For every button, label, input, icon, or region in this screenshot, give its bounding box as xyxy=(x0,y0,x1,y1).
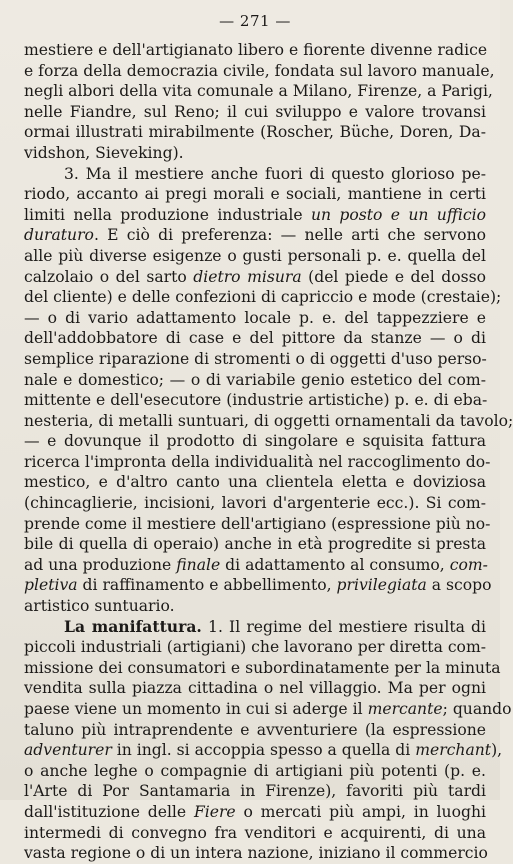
text-line xyxy=(24,431,486,452)
text-segment: negli albori della vita comunale a Milano, Firenze, a Parigi, xyxy=(24,82,493,101)
text-segment: riodo, accanto ai pregi morali e sociali, mantiene in certi xyxy=(24,185,486,204)
text-line xyxy=(24,143,486,164)
text-line xyxy=(24,781,486,802)
text-line xyxy=(24,596,486,617)
text-line xyxy=(24,761,486,782)
italic-text: pletiva xyxy=(24,576,78,595)
text-segment: (del piede e del dosso xyxy=(301,267,486,286)
text-segment: missione dei consumatori e subordinatamente per la minuta xyxy=(24,658,501,677)
text-line xyxy=(24,699,512,720)
text-segment: a scopo xyxy=(426,576,492,595)
text-line xyxy=(24,740,503,761)
text-segment: dell'addobbatore di case e del pittore da stanze — o di xyxy=(24,329,486,348)
text-segment: (chincaglierie, incisioni, lavori d'argenterie ecc.). Si com- xyxy=(24,494,486,513)
text-line xyxy=(24,802,486,823)
italic-text: Fiere xyxy=(193,802,236,821)
text-segment: semplice riparazione di stromenti o di oggetti d'uso perso- xyxy=(24,349,487,368)
body-text xyxy=(24,40,513,864)
text-segment: ad una produzione xyxy=(24,555,177,574)
text-segment: ; quando xyxy=(442,700,512,718)
text-segment: bile di quella di operaio) anche in età progredite si presta xyxy=(24,535,486,554)
text-line xyxy=(24,205,486,226)
text-segment: piccoli industriali (artigiani) che lavorano per diretta com- xyxy=(24,638,486,657)
text-segment: paese viene un momento in cui si aderge il xyxy=(24,700,368,718)
text-line xyxy=(24,61,495,82)
text-line xyxy=(24,617,486,638)
text-segment: calzolaio o del sarto xyxy=(24,267,194,286)
text-line xyxy=(24,514,491,535)
text-segment: taluno più intraprendente e avventuriere (la espressione xyxy=(24,720,486,739)
italic-text: merchant xyxy=(415,741,492,760)
text-segment: o anche leghe o compagnie di artigiani più potenti (p. e. xyxy=(24,761,486,780)
bold-text: La manifattura. xyxy=(64,616,202,636)
text-segment: mittente e dell'esecutore (industrie artistiche) p. e. di eba- xyxy=(24,391,488,410)
text-segment: ricerca l'impronta della individualità nel raccoglimento do- xyxy=(24,452,491,471)
text-line xyxy=(24,246,486,267)
text-segment: 3. Ma il mestiere anche fuori di questo glorioso pe- xyxy=(64,164,486,183)
text-segment: di raffinamento e abbellimento, xyxy=(77,576,337,595)
text-segment: nelle Fiandre, sul Reno; il cui sviluppo e valore trovansi xyxy=(24,102,486,121)
text-line xyxy=(24,678,486,699)
text-segment: mestiere e dell'artigianato libero e fiorente divenne radice xyxy=(24,41,488,59)
text-line xyxy=(24,122,486,143)
text-line xyxy=(24,720,486,741)
text-segment: — e dovunque il prodotto di singolare e squisita fattura xyxy=(24,432,486,451)
italic-text: un posto e un ufficio xyxy=(310,205,486,224)
text-segment: nale e domestico; — o di variabile genio estetico del com- xyxy=(24,370,486,389)
text-line xyxy=(24,390,486,411)
italic-text: dietro misura xyxy=(193,267,302,286)
text-line xyxy=(24,184,486,205)
text-line xyxy=(24,658,501,679)
italic-text: privilegiata xyxy=(336,576,427,595)
text-line xyxy=(24,308,486,329)
text-segment: . E ciò di preferenza: — nelle arti che servono xyxy=(93,226,486,245)
text-line xyxy=(24,843,486,864)
text-segment: l'Arte di Por Santamaria in Firenze), favoriti più tardi xyxy=(24,782,486,801)
text-line xyxy=(24,349,486,370)
text-line xyxy=(24,102,486,123)
text-segment: ), xyxy=(491,741,503,760)
text-segment: dall'istituzione delle xyxy=(24,802,194,821)
text-line xyxy=(24,40,486,61)
text-line xyxy=(24,411,513,432)
text-segment: vidshon, Sieveking). xyxy=(24,143,184,162)
text-line xyxy=(24,81,493,102)
text-segment: in ingl. si accoppia spesso a quella di xyxy=(111,741,416,760)
text-segment: e forza della democrazia civile, fondata sul lavoro manuale, xyxy=(24,61,495,80)
text-line xyxy=(24,267,486,288)
text-segment: prende come il mestiere dell'artigiano (espressione più no- xyxy=(24,514,491,533)
text-line xyxy=(24,164,486,185)
text-line xyxy=(24,493,486,514)
text-segment: vendita sulla piazza cittadina o nel villaggio. Ma per ogni xyxy=(24,679,486,698)
text-line xyxy=(24,370,486,391)
text-segment: di adattamento al consumo, xyxy=(220,555,450,574)
text-segment: o mercati più ampi, in luoghi xyxy=(235,802,486,821)
text-line xyxy=(24,287,502,308)
text-segment: ormai illustrati mirabilmente (Roscher, Büche, Doren, Da- xyxy=(24,123,486,142)
text-segment: 1. Il regime del mestiere risulta di xyxy=(201,617,487,636)
text-segment: intermedi di convegno fra venditori e acquirenti, di una xyxy=(24,823,486,842)
italic-text: adventurer xyxy=(24,741,112,760)
text-line xyxy=(24,225,486,246)
text-segment: vasta regione o di un intera nazione, iniziano il commercio xyxy=(24,844,488,863)
text-segment: del cliente) e delle confezioni di capriccio e mode (crestaie); xyxy=(24,288,502,307)
text-segment: alle più diverse esigenze o gusti personali p. e. quella del xyxy=(24,246,486,265)
text-line xyxy=(24,575,492,596)
text-segment: artistico suntuario. xyxy=(24,597,175,616)
page-number: — 271 — xyxy=(219,12,291,30)
italic-text: finale xyxy=(176,555,221,574)
italic-text: duraturo xyxy=(24,226,94,245)
italic-text: mercante xyxy=(367,700,443,718)
text-line xyxy=(24,534,486,555)
text-line xyxy=(24,472,486,493)
italic-text: com- xyxy=(449,555,488,574)
text-segment: limiti nella produzione industriale xyxy=(24,205,311,224)
text-segment: — o di vario adattamento locale p. e. del tappezziere e xyxy=(24,308,486,327)
text-line xyxy=(24,555,486,576)
text-segment: mestico, e d'altro canto una clientela eletta e doviziosa xyxy=(24,473,486,492)
text-segment: nesteria, di metalli suntuari, di oggetti ornamentali da tavolo; xyxy=(24,411,513,430)
text-line xyxy=(24,823,486,844)
text-line xyxy=(24,637,486,658)
text-line xyxy=(24,452,491,473)
text-line xyxy=(24,328,486,349)
